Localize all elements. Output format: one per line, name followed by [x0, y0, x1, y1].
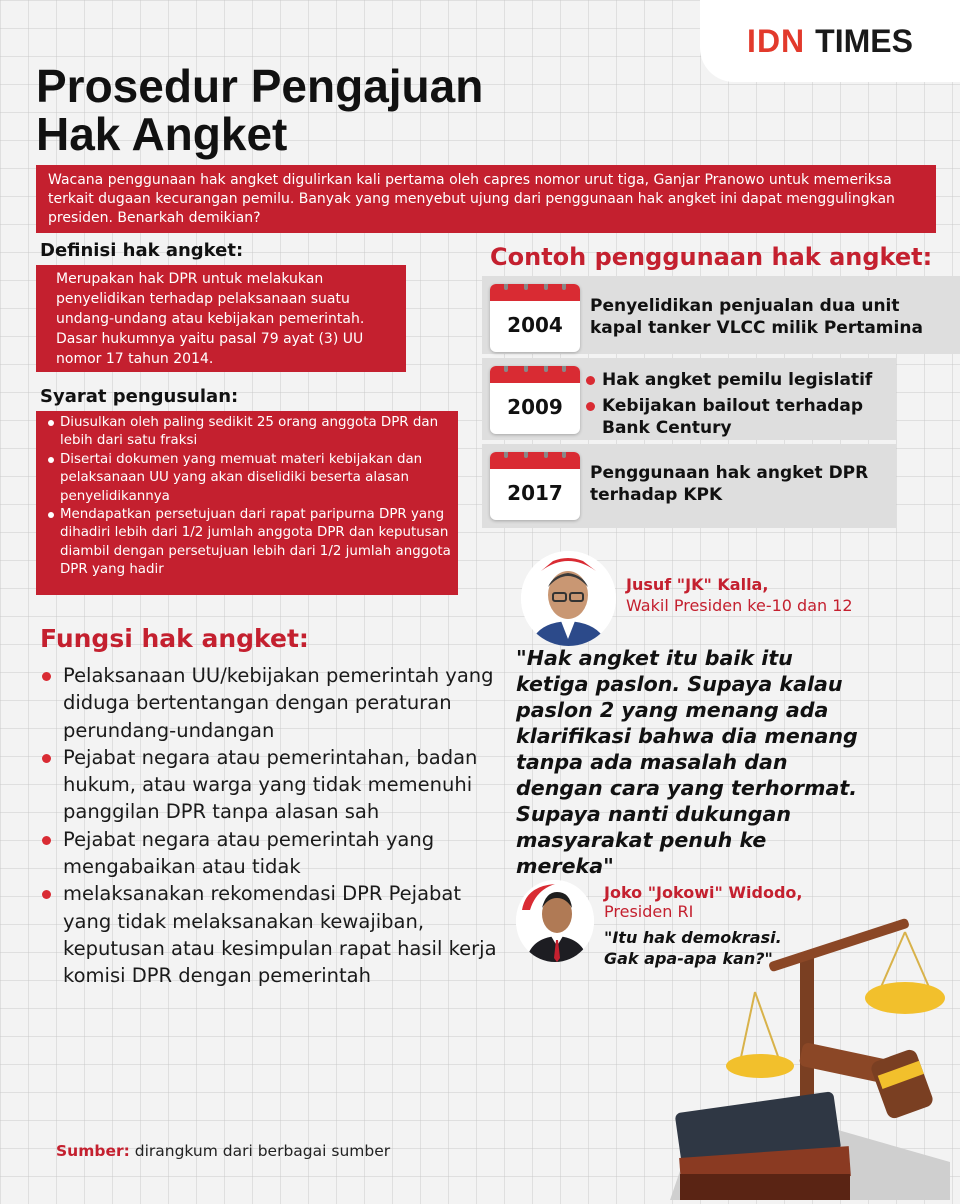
jk-quote: "Hak angket itu baik itu ketiga paslon. Supaya kalau paslon 2 yang menang ada klarifikasi bahwa dia menang tanpa ada masalah dan dengan cara yang terhormat. Supaya nanti dukungan masyarakat penuh ke mereka"	[516, 646, 858, 878]
fungsi-item: Pelaksanaan UU/kebijakan pemerintah yang diduga bertentangan dengan peraturan perundang-undangan	[40, 662, 500, 744]
title-line-2: Hak Angket	[36, 108, 288, 160]
syarat-heading: Syarat pengusulan:	[40, 386, 239, 407]
syarat-item: Disertai dokumen yang memuat materi kebijakan dan pelaksanaan UU yang akan diselidiki beserta alasan penyelidikannya	[46, 451, 452, 506]
source-label: Sumber:	[56, 1142, 130, 1160]
intro-box: Wacana penggunaan hak angket digulirkan kali pertama oleh capres nomor urut tiga, Ganjar Pranowo untuk memeriksa terkait dugaan kecurangan pemilu. Banyak yang menyebut ujung dari penggunaan hak angket ini dapat menggulingkan presiden. Benarkah demikian?	[36, 165, 936, 233]
jk-avatar	[521, 551, 616, 646]
source-note	[56, 1142, 390, 1160]
year-label: 2009	[507, 395, 563, 419]
syarat-item: Mendapatkan persetujuan dari rapat paripurna DPR yang dihadiri lebih dari 1/2 jumlah anggota DPR dan keputusan diambil dengan persetujuan lebih dari 1/2 jumlah anggota DPR yang hadir	[46, 506, 452, 580]
justice-scale-illustration	[650, 912, 960, 1200]
page-title	[36, 62, 676, 158]
contoh-list-2009	[586, 369, 886, 439]
year-label: 2017	[507, 481, 563, 505]
fungsi-item: Pejabat negara atau pemerintahan, badan hukum, atau warga yang tidak memenuhi panggilan DPR tanpa alasan sah	[40, 744, 500, 826]
jokowi-avatar	[516, 880, 594, 962]
source-text: dirangkum dari berbagai sumber	[134, 1142, 391, 1160]
fungsi-list	[40, 662, 500, 990]
year-label: 2004	[507, 313, 563, 337]
calendar-icon	[490, 284, 580, 352]
idn-times-logo	[700, 0, 960, 82]
contoh-item: Hak angket pemilu legislatif	[586, 369, 886, 391]
jk-role: Wakil Presiden ke-10 dan 12	[626, 596, 853, 615]
syarat-item: Diusulkan oleh paling sedikit 25 orang anggota DPR dan lebih dari satu fraksi	[46, 414, 452, 451]
definisi-heading: Definisi hak angket:	[40, 240, 244, 261]
contoh-item: Kebijakan bailout terhadap Bank Century	[586, 395, 886, 439]
logo-idn-text: IDN	[747, 22, 806, 59]
jokowi-role: Presiden RI	[604, 902, 694, 921]
fungsi-heading: Fungsi hak angket:	[40, 624, 309, 653]
contoh-text-2017: Penggunaan hak angket DPR terhadap KPK	[590, 463, 869, 505]
jk-name: Jusuf "JK" Kalla,	[626, 575, 769, 594]
fungsi-item: Pejabat negara atau pemerintah yang mengabaikan atau tidak	[40, 826, 500, 881]
jokowi-quote: "Itu hak demokrasi. Gak apa-apa kan?"	[604, 928, 782, 968]
calendar-icon	[490, 452, 580, 520]
definisi-box: Merupakan hak DPR untuk melakukan penyelidikan terhadap pelaksanaan suatu undang-undang atau kebijakan pemerintah. Dasar hukumnya yaitu pasal 79 ayat (3) UU nomor 17 tahun 2014.	[36, 265, 406, 372]
contoh-heading: Contoh penggunaan hak angket:	[490, 243, 933, 271]
syarat-box	[36, 411, 458, 595]
jokowi-name: Joko "Jokowi" Widodo,	[604, 883, 803, 902]
logo-times-text: TIMES	[815, 22, 913, 59]
title-line-1: Prosedur Pengajuan	[36, 60, 484, 112]
calendar-icon	[490, 366, 580, 434]
fungsi-item: melaksanakan rekomendasi DPR Pejabat yang tidak melaksanakan kewajiban, keputusan atau kesimpulan rapat hasil kerja komisi DPR dengan pemerintah	[40, 880, 500, 989]
contoh-text-2004: Penyelidikan penjualan dua unit kapal tanker VLCC milik Pertamina	[590, 296, 923, 338]
